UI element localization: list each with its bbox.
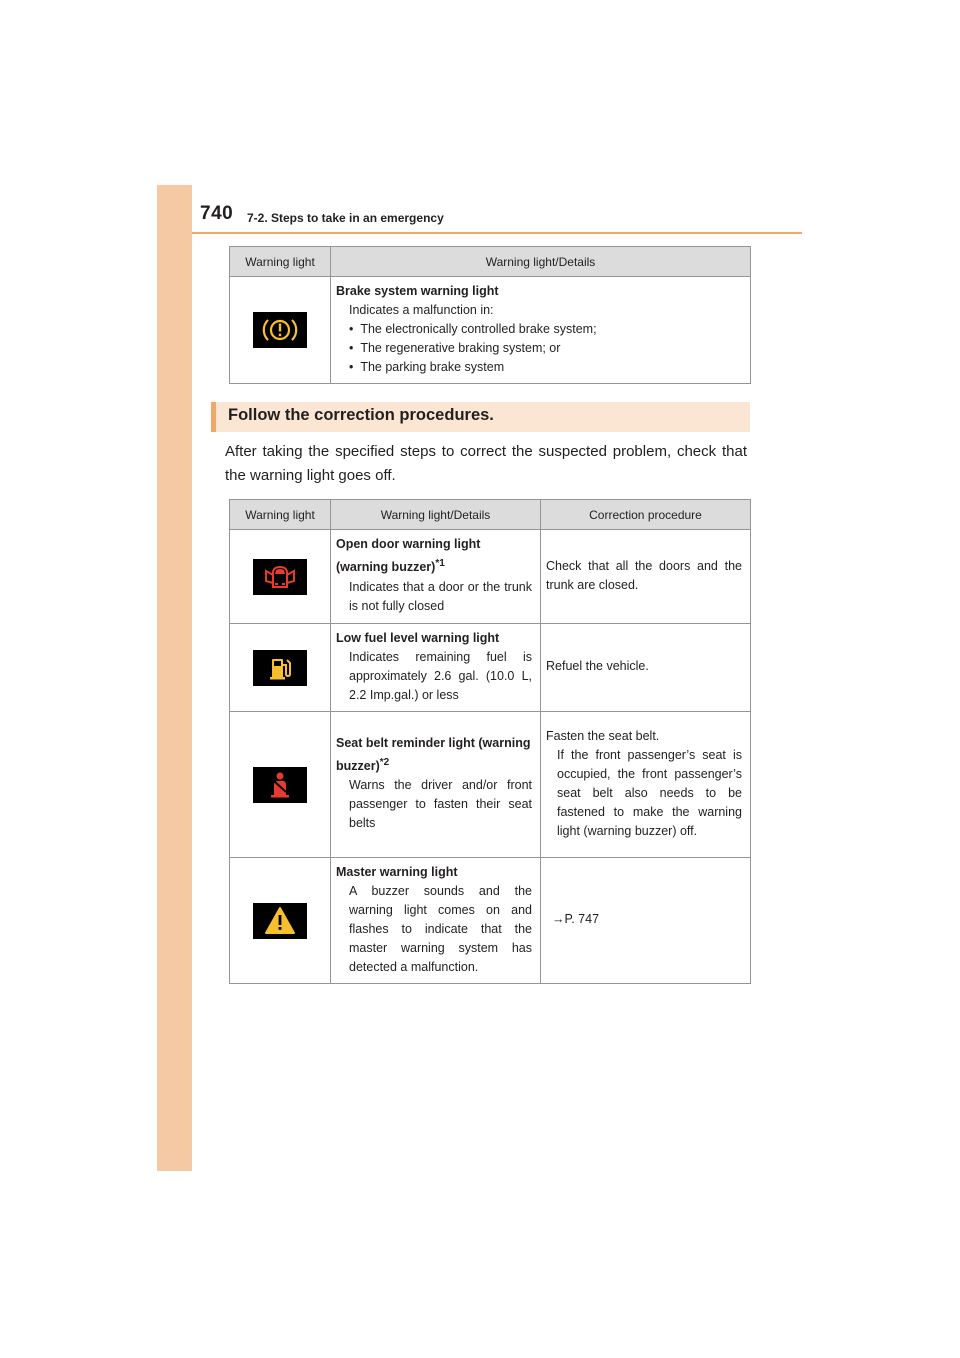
- correction-cell: [541, 624, 751, 712]
- details-cell: [331, 530, 541, 624]
- correction-cell: [541, 858, 751, 984]
- details-cell: [331, 277, 751, 384]
- warning-title: Brake system warning light: [336, 283, 499, 298]
- fuel-pump-icon: [253, 650, 307, 686]
- table-header-row: [230, 500, 751, 530]
- section-heading: Follow the correction procedures.: [228, 406, 494, 424]
- icon-cell: [230, 624, 331, 712]
- warning-description: Indicates a malfunction in:: [349, 302, 494, 317]
- bullet-item: • The electronically controlled brake system;: [349, 321, 597, 336]
- header-rule: [192, 232, 802, 234]
- correction-detail: If the front passenger’s seat is occupied, the front passenger’s seat belt also needs to be fastened to make the warning light (warning buzzer) off.: [557, 747, 742, 838]
- column-header-warning-light: Warning light: [230, 247, 331, 277]
- details-cell: [331, 624, 541, 712]
- brake-warning-table: [229, 246, 751, 384]
- icon-cell: [230, 277, 331, 384]
- section-heading-bar: [211, 402, 750, 432]
- chapter-sidebar-tab: [157, 185, 192, 1171]
- column-header-correction: Correction procedure: [541, 500, 751, 530]
- table-header-row: [230, 247, 751, 277]
- icon-cell: [230, 858, 331, 984]
- column-header-warning-light: Warning light: [230, 500, 331, 530]
- table-row: [230, 530, 751, 624]
- section-intro-text: After taking the specified steps to correct the suspected problem, check that the warning light goes off.: [225, 443, 747, 484]
- table-row: [230, 277, 751, 384]
- running-header-title: 7-2. Steps to take in an emergency: [247, 211, 444, 225]
- correction-procedures-table: [229, 499, 751, 984]
- open-door-warning-icon: [253, 559, 307, 595]
- bullet-item: • The regenerative braking system; or: [349, 340, 561, 355]
- warning-title: Master warning light: [336, 864, 458, 879]
- icon-cell: [230, 530, 331, 624]
- table-row: [230, 858, 751, 984]
- table-row: [230, 624, 751, 712]
- icon-cell: [230, 712, 331, 858]
- footnote-marker: *2: [379, 756, 390, 768]
- correction-text: Fasten the seat belt.: [546, 728, 660, 743]
- warning-description: A buzzer sounds and the warning light comes on and flashes to indicate that the master warning system has detected a malfunction.: [349, 883, 532, 974]
- warning-title: Low fuel level warning light: [336, 630, 500, 645]
- page-number: 740: [200, 203, 234, 224]
- details-cell: [331, 712, 541, 858]
- column-header-details: Warning light/Details: [331, 500, 541, 530]
- correction-text: Check that all the doors and the trunk are closed.: [546, 558, 742, 592]
- seat-belt-icon: [253, 767, 307, 803]
- footnote-marker: *1: [435, 558, 445, 570]
- bullet-item: • The parking brake system: [349, 359, 505, 374]
- warning-description: Indicates remaining fuel is approximately 2.6 gal. (10.0 L, 2.2 Imp.gal.) or less: [349, 649, 532, 702]
- warning-title: Open door warning light (warning buzzer)$^{*1}$: [336, 537, 481, 575]
- page-reference-link[interactable]: →P. 747: [552, 912, 600, 926]
- details-cell: [331, 858, 541, 984]
- warning-description: Indicates that a door or the trunk is not fully closed: [349, 579, 532, 613]
- table-row: [230, 712, 751, 858]
- brake-system-warning-icon: [253, 312, 307, 348]
- master-warning-icon: [253, 903, 307, 939]
- correction-cell: [541, 530, 751, 624]
- warning-description: Warns the driver and/or front passenger to fasten their seat belts: [349, 778, 532, 831]
- correction-text: Refuel the vehicle.: [546, 659, 649, 673]
- warning-title: Seat belt reminder light (warning buzzer)$^{*2}$: [336, 735, 531, 774]
- correction-cell: [541, 712, 751, 858]
- column-header-details: Warning light/Details: [331, 247, 751, 277]
